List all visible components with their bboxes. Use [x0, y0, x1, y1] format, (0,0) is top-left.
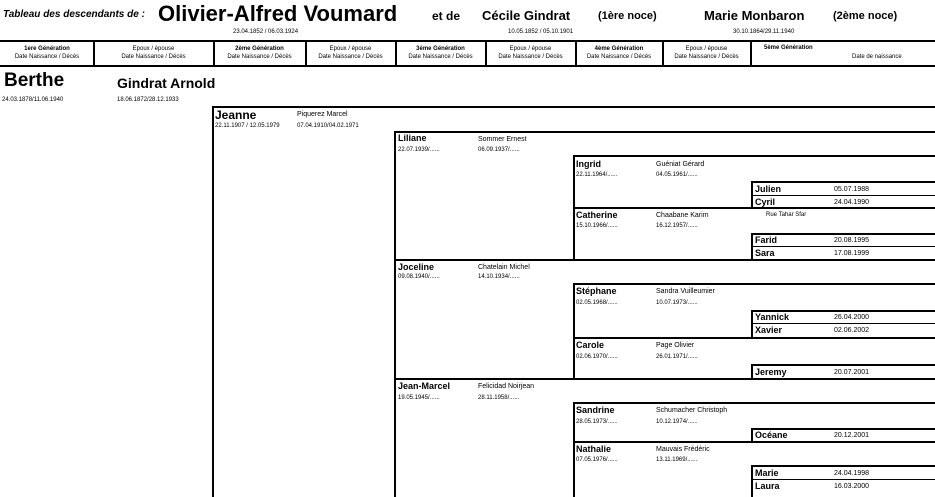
header-gen5: 5ème Génération [764, 45, 813, 51]
gen3-line [394, 378, 935, 380]
gen5-date: 17.08.1999 [834, 250, 870, 257]
gen4-dates: 07.05.1976/...... [576, 457, 618, 463]
gen3-line [394, 131, 935, 133]
gen5-name: Marie [755, 468, 779, 478]
header-gen3: 3ème Génération Date Naissance / Décès [408, 46, 473, 60]
gen4-line [573, 207, 935, 209]
gen5-line [751, 479, 935, 480]
gen4-name: Nathalie [576, 444, 612, 454]
gen4-bracket [573, 283, 575, 379]
title-conj: et de [432, 9, 461, 23]
gen3-dates: 19.05.1945/...... [398, 395, 440, 401]
gen3-spouse: Sommer Ernest [478, 136, 527, 143]
gen5-date: 20.07.2001 [834, 369, 870, 376]
mother2-note: (2ème noce) [833, 10, 898, 22]
gen5-date: 20.08.1995 [834, 237, 870, 244]
mother2-name: Marie Monbaron [704, 8, 805, 23]
gen5-line [751, 364, 935, 366]
header-gen2: 2ème Génération Date Naissance / Décès [227, 46, 292, 60]
gen2-name: Jeanne [215, 108, 257, 122]
gen1-spouse: Gindrat Arnold [117, 75, 216, 91]
gen5-date: 24.04.1998 [834, 470, 870, 477]
gen5-line [751, 323, 935, 324]
header-top-line [0, 40, 935, 42]
gen3-spouse-dates: 28.11.1958/...... [478, 395, 520, 401]
gen5-name: Laura [755, 481, 780, 491]
gen5-name: Sara [755, 248, 775, 258]
gen4-dates: 22.11.1964/...... [576, 172, 618, 178]
gen4-spouse: Page Olivier [656, 342, 695, 349]
gen5-date: 16.03.2000 [834, 483, 870, 490]
gen4-name: Catherine [576, 210, 618, 220]
gen4-spouse-dates: 13.11.1969/...... [656, 457, 698, 463]
gen5-name: Julien [755, 184, 782, 194]
mother1-name: Cécile Gindrat [482, 8, 571, 23]
gen3-spouse-dates: 14.10.1934/...... [478, 274, 520, 280]
gen5-date: 20.12.2001 [834, 432, 870, 439]
gen5-date: 26.04.2000 [834, 314, 870, 321]
gen4-spouse-dates: 04.05.1961/...... [656, 172, 698, 178]
gen3-name: Liliane [398, 133, 427, 143]
gen2-spouse-dates: 07.04.1910/04.02.1971 [297, 123, 359, 129]
gen5-bracket [751, 364, 753, 379]
gen4-name: Carole [576, 340, 605, 350]
gen5-name: Farid [755, 235, 778, 245]
gen3-name: Joceline [398, 262, 435, 272]
gen4-spouse: Sandra Vuilleumier [656, 288, 715, 295]
gen5-name: Xavier [755, 325, 783, 335]
gen5-bracket [751, 465, 753, 497]
gen4-name: Sandrine [576, 405, 615, 415]
gen4-spouse: Schumacher Christoph [656, 407, 728, 414]
title-label: Tableau des descendants de : [3, 9, 145, 20]
header-gen4: 4ème Génération Date Naissance / Décès [586, 46, 652, 60]
header-gen5-sub: Date de naissance [852, 54, 902, 60]
gen3-line [394, 259, 935, 261]
header-divider [750, 40, 752, 66]
gen4-dates: 28.05.1973/...... [576, 419, 618, 425]
gen4-line [573, 155, 935, 157]
gen5-date: 24.04.1990 [834, 199, 870, 206]
header-spouse2: Epoux / épouse Date Naissance / Décès [318, 46, 383, 60]
header-gen1: 1ere Génération Date Naissance / Décès [14, 46, 80, 60]
header-spouse3: Epoux / épouse Date Naissance / Décès [498, 46, 563, 60]
gen4-spouse-dates: 26.01.1971/...... [656, 354, 698, 360]
gen4-bracket [573, 402, 575, 497]
gen1-spouse-dates: 18.06.1872/28.12.1933 [117, 97, 179, 103]
gen4-note: Rue Tahar Sfar [766, 212, 807, 218]
gen5-line [751, 246, 935, 247]
gen3-spouse: Chatelain Michel [478, 264, 530, 271]
gen4-spouse: Chaabane Karim [656, 212, 709, 219]
gen5-line [751, 195, 935, 196]
gen5-line [751, 233, 935, 235]
gen4-dates: 02.06.1970/...... [576, 354, 618, 360]
gen5-name: Océane [755, 430, 788, 440]
gen2-line [212, 106, 935, 108]
gen1-dates: 24.03.1878/11.06.1940 [2, 97, 64, 103]
gen3-spouse-dates: 06.09.1937/...... [478, 147, 520, 153]
gen4-line [573, 337, 935, 339]
header-spouse1: Epoux / épouse Date Naissance / Décès [121, 46, 186, 60]
gen4-spouse-dates: 10.07.1973/...... [656, 300, 698, 306]
gen2-dates: 22.11.1907 / 12.05.1979 [215, 123, 280, 129]
gen4-spouse: Guéniat Gérard [656, 161, 705, 168]
gen4-line [573, 441, 935, 443]
header-bottom-line [0, 65, 935, 67]
gen4-spouse-dates: 16.12.1957/...... [656, 223, 698, 229]
gen5-date: 05.07.1988 [834, 186, 870, 193]
gen4-spouse: Mauvais Frédéric [656, 446, 710, 453]
gen1-name: Berthe [4, 70, 65, 91]
gen5-name: Yannick [755, 312, 790, 322]
mother1-note: (1ère noce) [598, 10, 657, 22]
gen5-line [751, 181, 935, 183]
mother1-dates: 10.05.1852 / 05.10.1901 [508, 29, 574, 35]
gen4-spouse-dates: 10.12.1974/...... [656, 419, 698, 425]
gen4-dates: 02.05.1968/...... [576, 300, 618, 306]
gen4-name: Stéphane [576, 286, 617, 296]
father-dates: 23.04.1852 / 06.03.1924 [233, 29, 299, 35]
gen2-spouse: Piquerez Marcel [297, 111, 348, 118]
gen3-dates: 09.08.1940/...... [398, 274, 440, 280]
gen5-name: Jeremy [755, 367, 787, 377]
mother2-dates: 30.10.1864/29.11.1940 [733, 29, 795, 35]
gen5-bracket [751, 310, 753, 338]
gen5-date: 02.06.2002 [834, 327, 870, 334]
gen3-bracket [394, 131, 396, 497]
gen5-bracket [751, 428, 753, 442]
gen4-line [573, 283, 935, 285]
gen2-bracket [212, 106, 214, 497]
gen5-line [751, 465, 935, 467]
father-name: Olivier-Alfred Voumard [158, 1, 398, 26]
gen3-dates: 22.07.1939/...... [398, 147, 440, 153]
gen5-name: Cyril [755, 197, 776, 207]
gen4-dates: 15.10.1966/...... [576, 223, 618, 229]
gen4-name: Ingrid [576, 159, 601, 169]
gen3-name: Jean-Marcel [398, 381, 451, 391]
gen3-spouse: Felicidad Noirjean [478, 383, 535, 390]
gen4-line [573, 402, 935, 404]
header-spouse4: Epoux / épouse Date Naissance / Décès [674, 46, 739, 60]
